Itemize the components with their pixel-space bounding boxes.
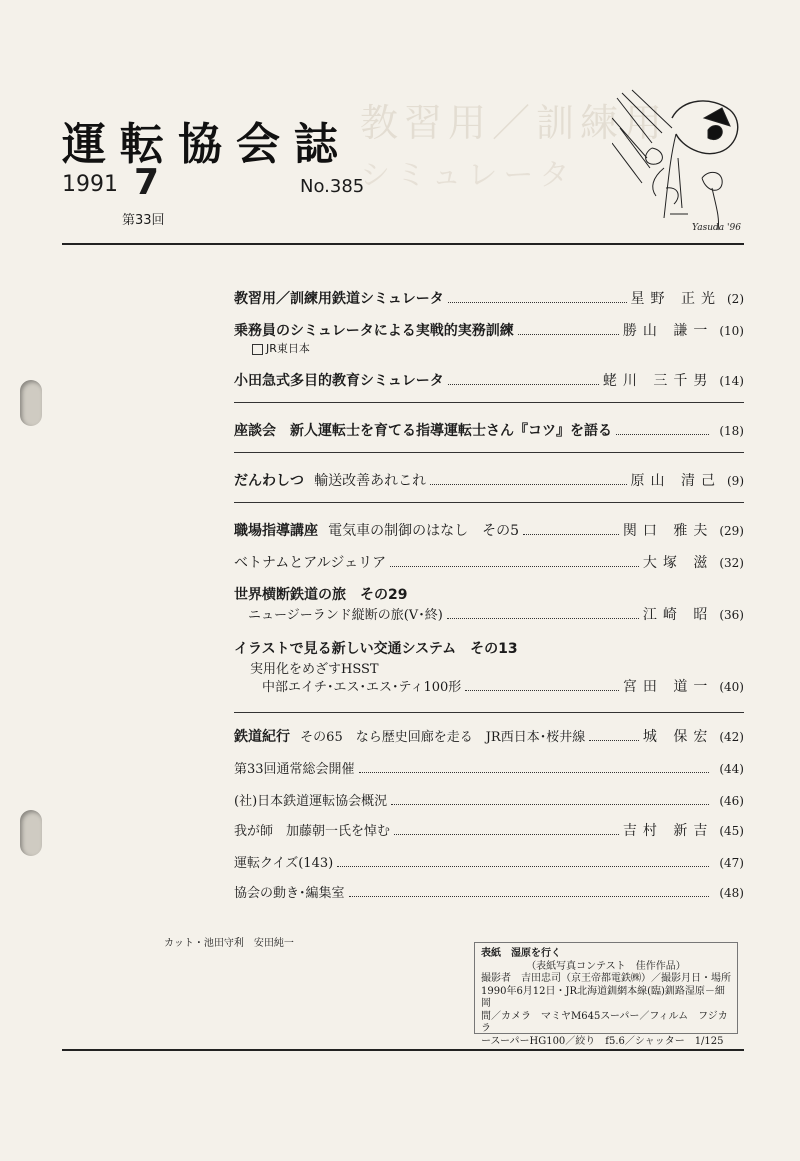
svg-text:Yasuda '96: Yasuda '96 bbox=[692, 223, 741, 233]
issue-number: No.385 bbox=[300, 176, 365, 197]
toc-entry: 運転クイズ(143) (47) bbox=[234, 856, 744, 871]
toc-entry: 鉄道紀行 その65 なら歴史回廊を走る JR西日本･桜井線 城 保宏 (42) bbox=[234, 729, 744, 745]
toc-entry: 我が師 加藤朝一氏を悼む 吉村 新吉 (45) bbox=[234, 823, 744, 839]
toc-entry: 協会の動き･編集室 (48) bbox=[234, 886, 744, 901]
cover-line: ースーパーHG100／絞り f5.6／シャッター 1/125 bbox=[481, 1035, 724, 1047]
section-rule bbox=[234, 452, 744, 453]
show-through-text: シミュレータ bbox=[360, 158, 576, 193]
section-rule bbox=[234, 712, 744, 713]
section-rule bbox=[234, 402, 744, 403]
toc-entry: 教習用／訓練用鉄道シミュレータ 星野 正光 (2) bbox=[234, 291, 744, 307]
toc-entry: 座談会 新人運転士を育てる指導運転士さん『コツ』を語る (18) bbox=[234, 423, 744, 439]
show-through-text: 教習用／訓練用 bbox=[360, 101, 669, 145]
morning-glory-sketch bbox=[612, 88, 752, 238]
toc-entry: 小田急式多目的教育シミュレータ 蛯川 三千男 (14) bbox=[234, 373, 744, 389]
cover-heading: 表紙 湿原を行く bbox=[481, 948, 561, 959]
toc-entry: 職場指導講座 電気車の制御のはなし その5 関口 雅夫 (29) bbox=[234, 523, 744, 539]
cover-note-box bbox=[474, 942, 738, 1047]
toc-entry: (社)日本鉄道運転協会概況 (46) bbox=[234, 794, 744, 809]
toc-entry: 中部エイチ･エス･エス･ティ100形 宮田 道一 (40) bbox=[262, 679, 744, 695]
toc-entry: ベトナムとアルジェリア 大塚 滋 (32) bbox=[234, 555, 744, 571]
cover-line: 1990年6月12日・JR北海道釧網本線(臨)釧路湿原－細岡 bbox=[481, 985, 725, 1009]
toc-entry: 第33回通常総会開催 (44) bbox=[234, 762, 744, 777]
issue-year: 1991 bbox=[62, 172, 118, 197]
issue-month: 7 bbox=[134, 162, 160, 203]
illustration-credits: カット・池田守利 安田純一 bbox=[164, 938, 294, 949]
section-rule bbox=[234, 502, 744, 503]
binder-hole bbox=[20, 380, 42, 426]
toc-entry: 乗務員のシミュレータによる実戦的実務訓練 勝山 謙一 (10) bbox=[234, 323, 744, 339]
footer-rule bbox=[62, 1049, 744, 1051]
cover-subheading: （表紙写真コンテスト 佳作作品） bbox=[526, 960, 686, 972]
cover-line: 間／カメラ マミヤM645スーパー／フィルム フジカラ bbox=[481, 1010, 728, 1034]
toc-series-label: 世界横断鉄道の旅 その29 bbox=[234, 587, 408, 603]
affiliation-note: JR東日本 bbox=[252, 340, 310, 356]
cover-line: 撮影者 吉田忠司（京王帝都電鉄㈱）／撮影月日・場所 bbox=[481, 973, 731, 984]
toc-entry: ニュージーランド縦断の旅(V･終) 江崎 昭 (36) bbox=[248, 607, 744, 623]
binder-hole bbox=[20, 810, 42, 856]
toc-subtitle: 実用化をめざすHSST bbox=[250, 662, 379, 677]
toc-entry: だんわしつ 輸送改善あれこれ 原山 清己 (9) bbox=[234, 473, 744, 489]
header-rule bbox=[62, 243, 744, 245]
issue-volume: 第33回 bbox=[122, 213, 165, 228]
toc-series-label: イラストで見る新しい交通システム その13 bbox=[234, 641, 518, 657]
magazine-title: 運転協会誌 bbox=[62, 119, 352, 170]
